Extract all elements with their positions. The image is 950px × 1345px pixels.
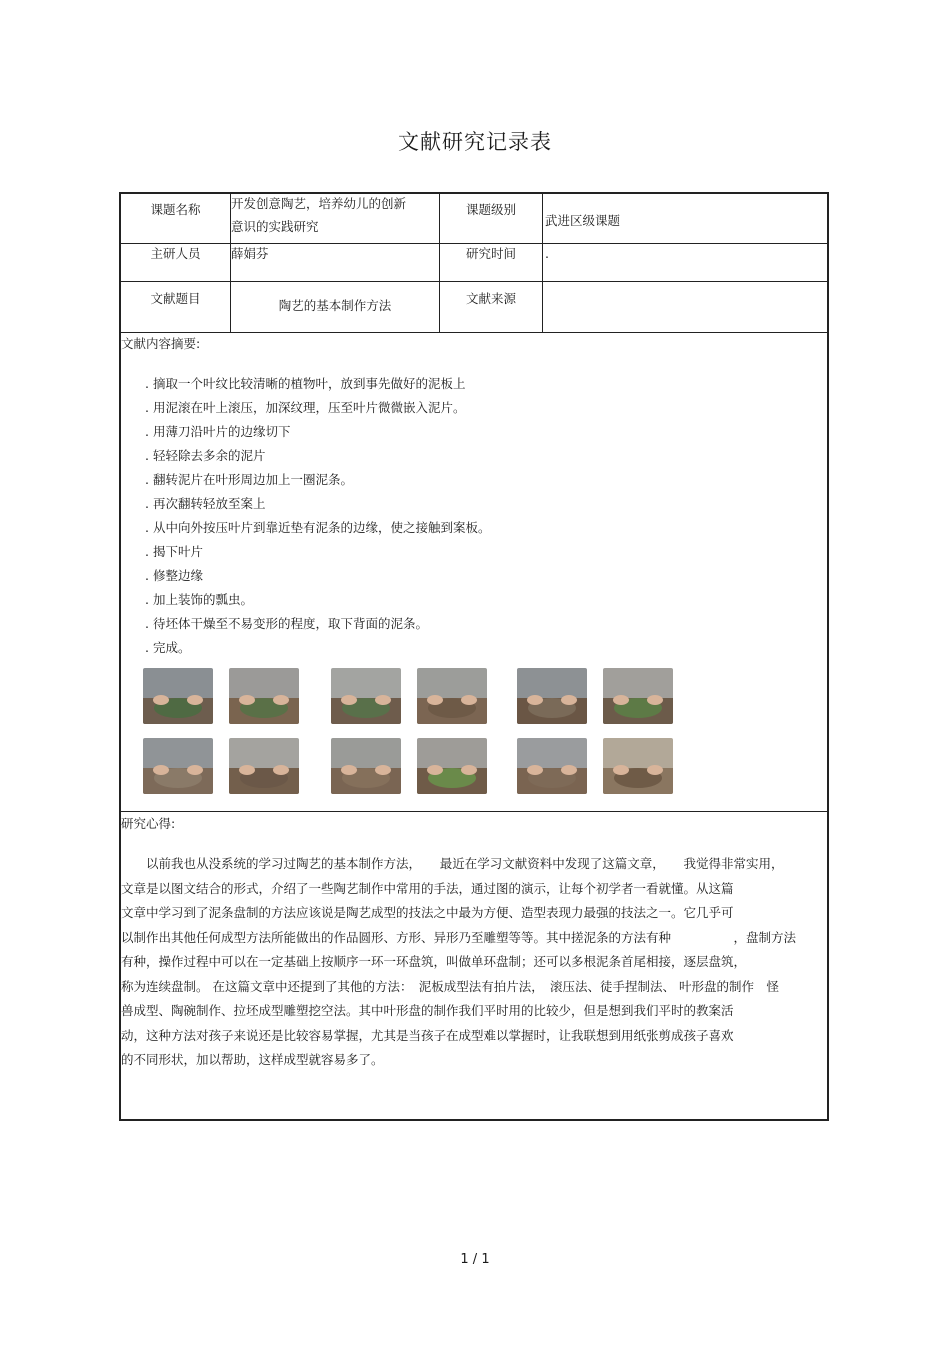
reflection-text — [121, 852, 827, 1073]
summary-step: . 完成。 — [145, 640, 191, 655]
photo-roll-clay-with-hands — [143, 668, 213, 724]
summary-step: . 加上装饰的瓢虫。 — [145, 592, 253, 607]
research-time-label: 研究时间 — [465, 246, 516, 261]
research-time-value: . — [545, 246, 549, 261]
summary-step: . 翻转泥片在叶形周边加上一圈泥条。 — [145, 472, 353, 487]
photo-green-leaf-on-slab — [603, 668, 673, 724]
record-table — [119, 192, 829, 1121]
photo-finished-leaf-dish — [603, 738, 673, 794]
topic-name-line: 开发创意陶艺，培养幼儿的创新 — [231, 196, 407, 211]
lead-researcher-label: 主研人员 — [150, 246, 201, 261]
reflection-label: 研究心得: — [121, 816, 176, 831]
reflection-line: 的不同形状，加以帮助，这样成型就容易多了。 — [121, 1052, 384, 1067]
doc-title-value: 陶艺的基本制作方法 — [278, 298, 392, 313]
photo-flip-slab — [143, 738, 213, 794]
reflection-line: 以前我也从没系统的学习过陶艺的基本制作方法， 最近在学习文献资料中发现了这篇文章， 我觉得非常实用， — [121, 856, 784, 871]
photo-knife-cut-edge — [417, 668, 487, 724]
reflection-line: 以制作出其他任何成型方法所能做出的作品圆形、方形、异形乃至雕塑等等。其中搓泥条的方法有种 ，盘制方法 — [121, 929, 797, 945]
photo-remove-excess-clay — [517, 668, 587, 724]
summary-step: . 摘取一个叶纹比较清晰的植物叶，放到事先做好的泥板上 — [145, 376, 466, 391]
reflection-line: 有种，操作过程中可以在一定基础上按顺序一环一环盘筑，叫做单环盘制；还可以多根泥条首尾相接，逐层盘筑， — [121, 954, 747, 969]
photo-add-clay-coil — [229, 738, 299, 794]
photo-trim-edges — [517, 738, 587, 794]
reflection-line: 文章中学习到了泥条盘制的方法应该说是陶艺成型的技法之中最为方便、造型表现力最强的技法之一。它几乎可 — [121, 905, 734, 920]
topic-name-line: 意识的实践研究 — [231, 219, 319, 234]
doc-source-label: 文献来源 — [465, 291, 516, 306]
summary-label: 文献内容摘要: — [121, 336, 201, 351]
topic-level-label: 课题级别 — [465, 202, 516, 217]
summary-step: . 用薄刀沿叶片的边缘切下 — [145, 424, 291, 439]
document-title: 文献研究记录表 — [398, 130, 552, 154]
summary-step: . 修整边缘 — [145, 568, 203, 583]
topic-level-value: 武进区级课题 — [545, 213, 621, 228]
reflection-line: 称为连续盘制。 在这篇文章中还提到了其他的方法： 泥板成型法有拍片法， 滚压法、徒手捏制法、 叶形盘的制作 怪 — [121, 978, 779, 994]
topic-name-label: 课题名称 — [150, 202, 201, 217]
photo-peel-leaf — [417, 738, 487, 794]
reflection-line: 文章是以图文结合的形式，介绍了一些陶艺制作中常用的手法，通过图的演示，让每个初学者一看就懂。从这篇 — [121, 880, 734, 896]
reflection-line: 动，这种方法对孩子来说还是比较容易掌握，尤其是当孩子在成型难以掌握时，让我联想到用纸张剪成孩子喜欢 — [121, 1027, 734, 1043]
summary-steps — [145, 372, 490, 660]
lead-researcher-value: 薛娟芬 — [231, 246, 269, 261]
summary-step: . 再次翻转轻放至案上 — [145, 496, 266, 511]
reflection-line: 兽成型、陶碗制作、拉坯成型雕塑挖空法。其中叶形盘的制作我们平时用的比较少，但是想到我们平时的教案活 — [121, 1003, 734, 1018]
column-divider — [542, 194, 543, 332]
page-number: 1 / 1 — [460, 1252, 490, 1267]
summary-step: . 待坯体干燥至不易变形的程度，取下背面的泥条。 — [145, 616, 428, 631]
summary-step: . 用泥滚在叶上滚压，加深纹理，压至叶片微微嵌入泥片。 — [145, 400, 466, 415]
photo-press-from-center — [331, 738, 401, 794]
row-divider — [121, 281, 827, 282]
row-divider — [121, 811, 827, 812]
photo-rolling-pin-on-leaf — [229, 668, 299, 724]
summary-step: . 从中向外按压叶片到靠近垫有泥条的边缘，使之接触到案板。 — [145, 520, 491, 535]
doc-title-label: 文献题目 — [150, 291, 201, 306]
summary-step: . 轻轻除去多余的泥片 — [145, 448, 266, 463]
topic-name-value — [231, 192, 437, 238]
row-divider — [121, 332, 827, 333]
summary-step: . 揭下叶片 — [145, 544, 203, 559]
photo-press-leaf-on-slab — [331, 668, 401, 724]
